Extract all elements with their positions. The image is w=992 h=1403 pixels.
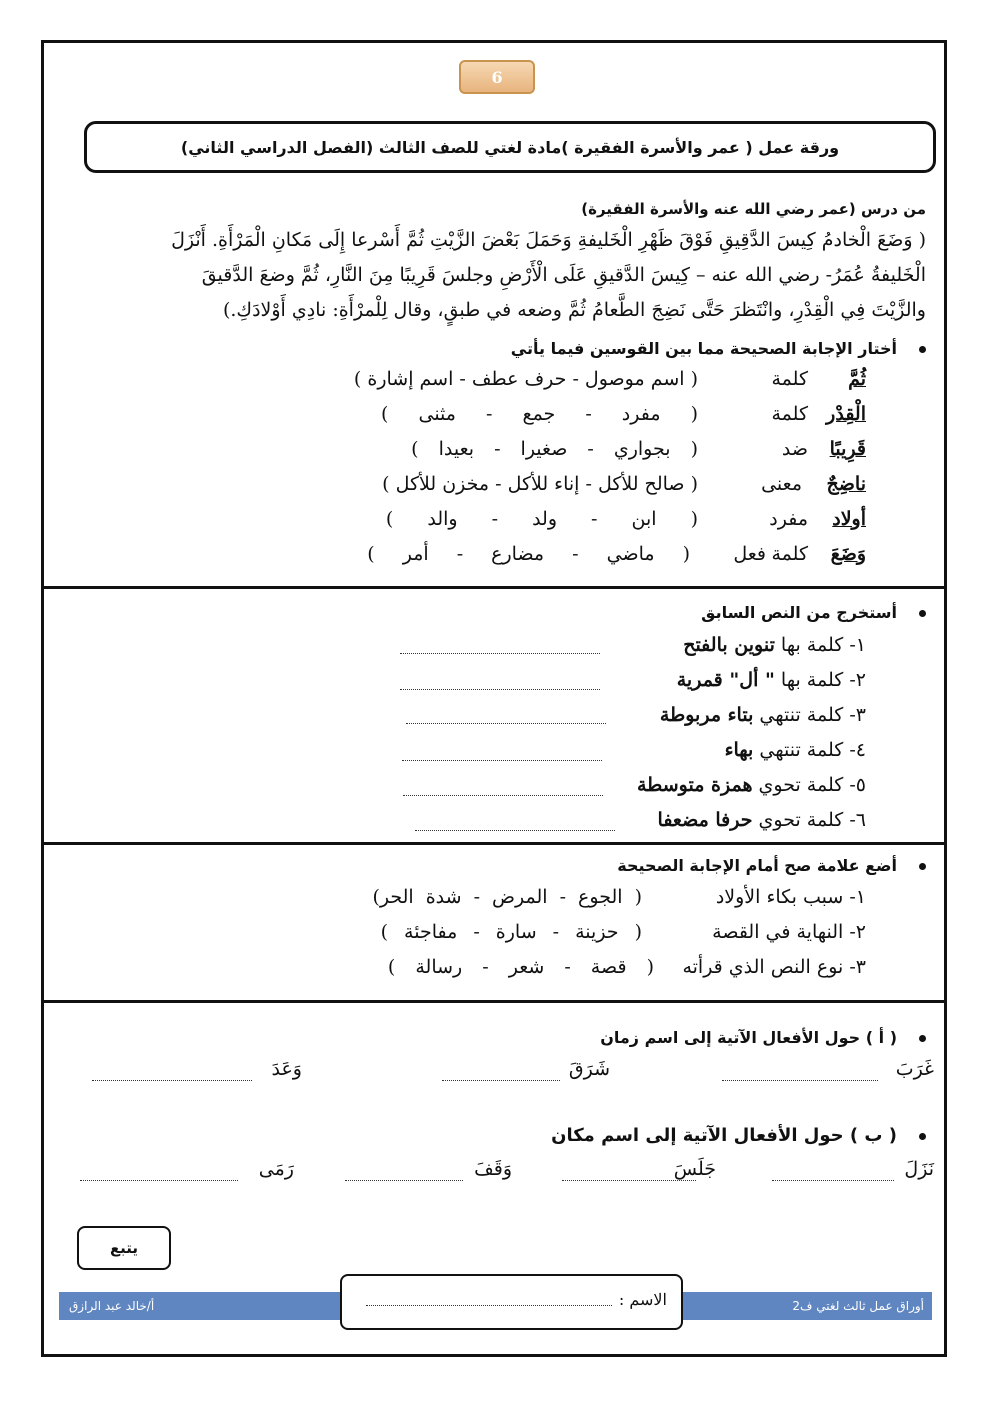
extract-item: ٦- كلمة تحوي حرفا مضعفا bbox=[657, 809, 866, 831]
answer-blank[interactable] bbox=[415, 829, 615, 831]
extract-item: ٣- كلمة تنتهي بتاء مربوطة bbox=[659, 704, 866, 726]
verb: شَرَقَ bbox=[568, 1058, 610, 1080]
verb: جَلَسَ bbox=[673, 1158, 716, 1180]
extract-item: ٢- كلمة بها " أل" قمرية bbox=[676, 669, 866, 691]
choice-row: ضد قَرِيبًا ( بجواري - صغيرا - بعيدا ) bbox=[411, 438, 866, 460]
true-false-options: ( قصة - شعر - رسالة ) bbox=[387, 956, 654, 978]
extract-item: ٤- كلمة تنتهي بهاء bbox=[724, 739, 866, 761]
bullet-icon bbox=[919, 1035, 926, 1042]
footer-series: أوراق عمل ثالث لغتي ف2 bbox=[792, 1299, 924, 1313]
section4a-heading: ( أ ) حول الأفعال الآتية إلى اسم زمان bbox=[600, 1028, 926, 1047]
verb: وَقَفَ bbox=[474, 1158, 512, 1180]
answer-blank[interactable] bbox=[562, 1179, 696, 1181]
bullet-icon bbox=[919, 1133, 926, 1140]
true-false-item: ٣- نوع النص الذي قرأته bbox=[682, 956, 866, 978]
answer-blank[interactable] bbox=[442, 1079, 560, 1081]
true-false-options: ( حزينة - سارة - مفاجئة ) bbox=[380, 921, 642, 943]
verb: غَرَبَ bbox=[895, 1058, 934, 1080]
answer-blank[interactable] bbox=[722, 1079, 878, 1081]
worksheet-title: ورقة عمل ( عمر والأسرة الفقيرة )مادة لغتي للصف الثالث (الفصل الدراسي الثاني) bbox=[84, 121, 936, 173]
section1-heading: أختار الإجابة الصحيحة مما بين القوسين فيما يأتي bbox=[511, 339, 926, 358]
section-divider bbox=[44, 586, 945, 589]
verb: نَزَلَ bbox=[904, 1158, 934, 1180]
bullet-icon bbox=[919, 863, 926, 870]
answer-blank[interactable] bbox=[403, 794, 603, 796]
answer-blank[interactable] bbox=[400, 652, 600, 654]
verb: وَعَدَ bbox=[271, 1058, 302, 1080]
answer-blank[interactable] bbox=[400, 688, 600, 690]
answer-blank[interactable] bbox=[92, 1079, 252, 1081]
section3-heading: أضع علامة صح أمام الإجابة الصحيحة bbox=[617, 856, 926, 875]
bullet-icon bbox=[919, 610, 926, 617]
section2-heading: أستخرج من النص السابق bbox=[701, 603, 926, 622]
answer-blank[interactable] bbox=[402, 759, 602, 761]
choice-row: معنى ناضِجٌ ( صالح للأكل - إناء للأكل - مخزن للأكل ) bbox=[382, 473, 866, 495]
section4b-heading: ( ب ) حول الأفعال الآتية إلى اسم مكان bbox=[551, 1125, 926, 1146]
passage-line-1: ( وَضَعَ الْخادمُ كِيسَ الدَّقِيقِ فَوْقَ ظَهْرِ الْخَليفةِ وَحَمَلَ بَعْضَ الزَّيْتِ ثُمَّ أَسْرعا إِلَى مَكانِ الْمَرْأَةِ. أَنْزَلَ bbox=[171, 229, 926, 251]
answer-blank[interactable] bbox=[80, 1179, 238, 1181]
verb: رَمَى bbox=[258, 1158, 294, 1180]
continue-button[interactable]: يتبع bbox=[77, 1226, 171, 1270]
section-divider bbox=[44, 1000, 945, 1003]
answer-blank[interactable] bbox=[406, 722, 606, 724]
page-number-badge: 6 bbox=[459, 60, 535, 94]
answer-blank[interactable] bbox=[772, 1179, 894, 1181]
extract-item: ٥- كلمة تحوي همزة متوسطة bbox=[636, 774, 866, 796]
passage-source: من درس (عمر رضي الله عنه والأسرة الفقيرة) bbox=[581, 200, 926, 218]
choice-row: مفرد أولاد ( ابن - ولد - والد ) bbox=[385, 508, 866, 530]
extract-item: ١- كلمة بها تنوين بالفتح bbox=[683, 634, 866, 656]
choice-row: كلمة ثُمَّ ( اسم موصول - حرف عطف - اسم إشارة ) bbox=[353, 368, 866, 390]
name-input[interactable] bbox=[366, 1304, 612, 1306]
choice-row: كلمة الْقِدْر ( مفرد - جمع - مثنى ) bbox=[381, 403, 866, 425]
choice-row: كلمة وَضَعَ فعل ( ماضي - مضارع - أمر ) bbox=[367, 543, 866, 565]
name-box bbox=[340, 1274, 683, 1330]
passage-line-3: والزَّيْتَ فِي الْقِدْرِ، وانْتَظرَ حَتَّى نَضِجَ الطَّعامُ ثُمَّ وضعه في طبقٍ، وقال لِلْمرْأَةِ: نادِي أَوْلادَكِ.) bbox=[222, 299, 926, 321]
answer-blank[interactable] bbox=[345, 1179, 463, 1181]
true-false-options: ( الجوع - المرض - شدة الحر) bbox=[372, 886, 642, 908]
name-label: الاسم : bbox=[618, 1290, 667, 1309]
true-false-item: ٢- النهاية في القصة bbox=[712, 921, 866, 943]
section-divider bbox=[44, 842, 945, 845]
true-false-item: ١- سبب بكاء الأولاد bbox=[715, 886, 866, 908]
footer-author: أ/خالد عبد الرازق bbox=[69, 1299, 155, 1313]
bullet-icon bbox=[919, 346, 926, 353]
passage-line-2: الْخَليفةُ عُمَرُ- رضي الله عنه – كِيسَ الدَّقيقِ عَلَى الْأَرْضِ وجلسَ قَرِيبًا مِنَ النَّارِ، ثُمَّ وضعَ الدَّقيقَ bbox=[201, 264, 926, 286]
